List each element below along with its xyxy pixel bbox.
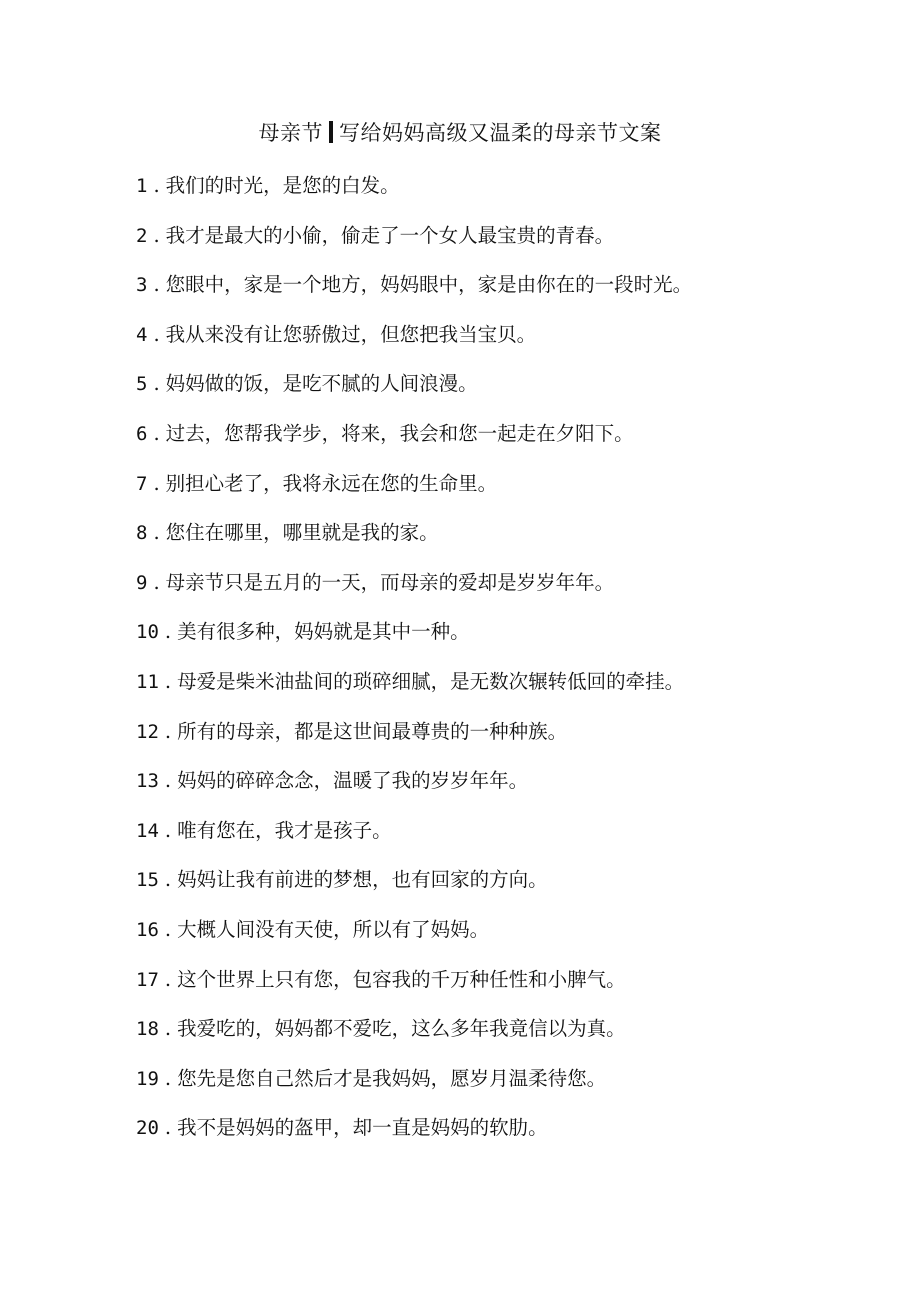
item-number: 17 xyxy=(136,968,159,991)
item-number: 1 xyxy=(136,175,148,197)
item-text: 我们的时光，是您的白发。 xyxy=(165,174,400,197)
item-separator: . xyxy=(164,818,172,842)
item-separator: . xyxy=(164,620,172,644)
list-item xyxy=(136,763,856,813)
item-separator: . xyxy=(153,421,160,445)
list-item xyxy=(136,714,856,764)
list-item xyxy=(136,267,856,317)
list-item xyxy=(136,862,856,912)
list-item xyxy=(136,1110,856,1160)
item-separator: . xyxy=(164,1017,172,1041)
item-text: 别担心老了，我将永远在您的生命里。 xyxy=(165,471,498,495)
item-text: 妈妈的碎碎念念，温暖了我的岁岁年年。 xyxy=(177,769,529,793)
list-item xyxy=(136,813,856,863)
item-text: 母亲节只是五月的一天，而母亲的爱却是岁岁年年。 xyxy=(165,570,615,594)
item-separator: . xyxy=(164,1116,172,1140)
item-text: 妈妈让我有前进的梦想，也有回家的方向。 xyxy=(177,868,548,892)
item-text: 这个世界上只有您，包容我的千万种任性和小脾气。 xyxy=(177,967,626,991)
item-number: 12 xyxy=(136,720,159,743)
item-text: 过去，您帮我学步，将来，我会和您一起走在夕阳下。 xyxy=(165,421,634,445)
item-number: 19 xyxy=(136,1067,159,1090)
list-item xyxy=(136,912,856,962)
item-number: 7 xyxy=(136,472,148,495)
quote-list xyxy=(136,168,856,1160)
item-number: 14 xyxy=(136,819,159,842)
list-item xyxy=(136,317,856,367)
item-separator: . xyxy=(153,322,160,346)
list-item xyxy=(136,565,856,615)
list-item xyxy=(136,614,856,664)
item-text: 母爱是柴米油盐间的琐碎细腻，是无数次辗转低回的牵挂。 xyxy=(177,669,685,693)
title-main: 母亲节 xyxy=(258,121,323,145)
list-item xyxy=(136,1011,856,1061)
item-number: 18 xyxy=(136,1018,159,1041)
item-text: 我才是最大的小偷，偷走了一个女人最宝贵的青春。 xyxy=(165,223,615,247)
item-text: 我爱吃的，妈妈都不爱吃，这么多年我竟信以为真。 xyxy=(177,1017,626,1041)
list-item xyxy=(136,366,856,416)
title-subtitle: 写给妈妈高级又温柔的母亲节文案 xyxy=(339,121,662,145)
list-item xyxy=(136,416,856,466)
item-separator: . xyxy=(164,1066,172,1090)
item-number: 5 xyxy=(136,373,148,396)
item-number: 8 xyxy=(136,522,148,545)
item-separator: . xyxy=(153,570,160,594)
list-item xyxy=(136,664,856,714)
item-number: 13 xyxy=(136,770,159,793)
item-separator: . xyxy=(153,174,160,197)
document-title xyxy=(0,115,920,151)
item-separator: . xyxy=(164,917,172,941)
item-text: 美有很多种，妈妈就是其中一种。 xyxy=(177,620,470,644)
item-separator: . xyxy=(153,223,160,247)
list-item xyxy=(136,218,856,268)
list-item xyxy=(136,168,856,218)
item-number: 20 xyxy=(136,1117,159,1140)
title-divider-bar xyxy=(329,121,333,143)
item-separator: . xyxy=(164,769,172,793)
list-item xyxy=(136,1061,856,1111)
item-separator: . xyxy=(153,273,160,297)
item-separator: . xyxy=(153,521,160,545)
item-number: 16 xyxy=(136,918,159,941)
item-number: 9 xyxy=(136,571,148,594)
item-number: 10 xyxy=(136,621,159,644)
item-number: 6 xyxy=(136,422,148,445)
list-item xyxy=(136,515,856,565)
item-text: 妈妈做的饭，是吃不腻的人间浪漫。 xyxy=(165,372,478,396)
item-number: 11 xyxy=(136,670,159,693)
item-text: 您先是您自己然后才是我妈妈，愿岁月温柔待您。 xyxy=(177,1066,607,1090)
item-text: 您眼中，家是一个地方，妈妈眼中，家是由你在的一段时光。 xyxy=(165,273,693,297)
list-item xyxy=(136,466,856,516)
item-separator: . xyxy=(164,967,172,991)
item-number: 2 xyxy=(136,224,148,247)
item-number: 3 xyxy=(136,274,148,297)
item-separator: . xyxy=(164,868,172,892)
item-text: 唯有您在，我才是孩子。 xyxy=(177,818,392,842)
item-text: 我不是妈妈的盔甲，却一直是妈妈的软肋。 xyxy=(177,1116,548,1140)
item-text: 大概人间没有天使，所以有了妈妈。 xyxy=(177,917,490,941)
item-separator: . xyxy=(164,719,172,743)
item-number: 15 xyxy=(136,869,159,892)
item-text: 所有的母亲，都是这世间最尊贵的一种种族。 xyxy=(177,719,568,743)
item-separator: . xyxy=(153,372,160,396)
item-separator: . xyxy=(153,471,160,495)
item-separator: . xyxy=(164,669,172,693)
item-text: 我从来没有让您骄傲过，但您把我当宝贝。 xyxy=(165,322,537,346)
item-number: 4 xyxy=(136,323,148,346)
item-text: 您住在哪里，哪里就是我的家。 xyxy=(165,521,439,545)
list-item xyxy=(136,962,856,1012)
